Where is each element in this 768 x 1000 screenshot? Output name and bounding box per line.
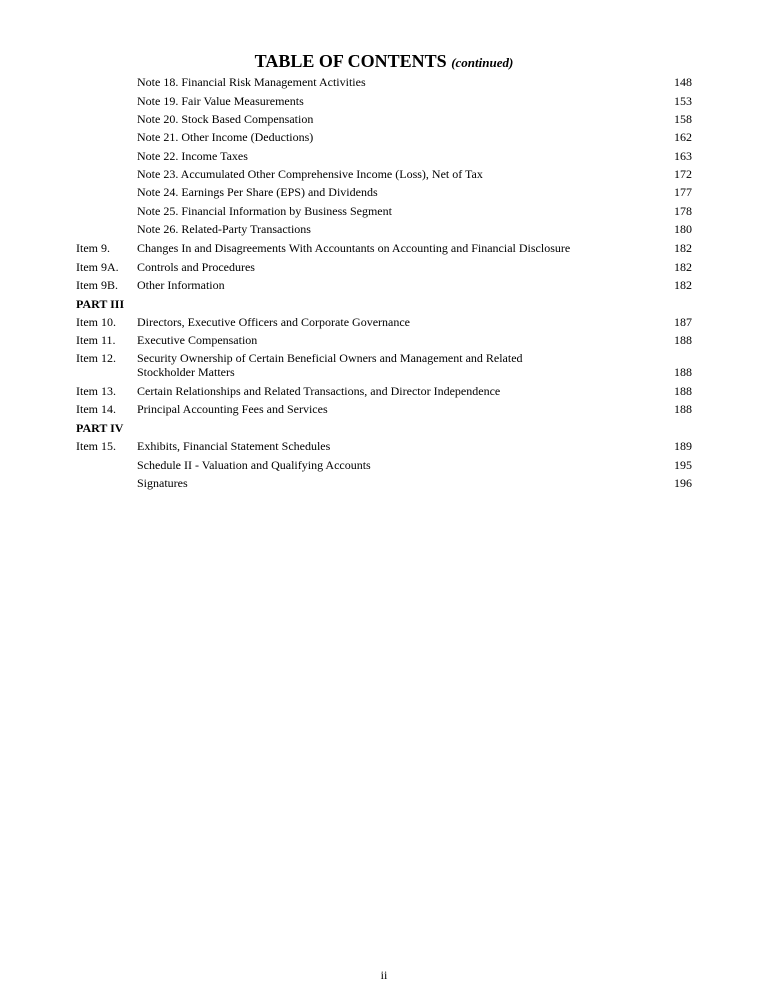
toc-entry-title: Schedule II - Valuation and Qualifying Accounts: [137, 458, 371, 472]
toc-page-number: 188: [674, 365, 692, 379]
toc-page-number: 182: [674, 278, 692, 292]
toc-item-number: Item 12.: [76, 351, 116, 365]
toc-entry-title-continued: Stockholder Matters: [137, 365, 235, 379]
toc-page-number: 187: [674, 315, 692, 329]
toc-entry-title: Note 25. Financial Information by Business Segment: [137, 204, 392, 218]
toc-page-number: 188: [674, 384, 692, 398]
page-footer-number: ii: [380, 968, 388, 982]
toc-entry-title: Security Ownership of Certain Beneficial Owners and Management and Related: [137, 351, 523, 365]
toc-entry-title: Principal Accounting Fees and Services: [137, 402, 328, 416]
toc-entry-title: Note 21. Other Income (Deductions): [137, 130, 314, 144]
toc-page-number: 189: [674, 439, 692, 453]
toc-entry-title: Note 24. Earnings Per Share (EPS) and Dividends: [137, 185, 378, 199]
toc-page-number: 158: [674, 112, 692, 126]
toc-page-number: 178: [674, 204, 692, 218]
toc-entry-title: Changes In and Disagreements With Accountants on Accounting and Financial Disclosure: [137, 241, 571, 255]
toc-entry-title: Note 19. Fair Value Measurements: [137, 94, 304, 108]
page-title: [0, 50, 768, 74]
toc-item-number: Item 13.: [76, 384, 116, 398]
toc-entry-title: Exhibits, Financial Statement Schedules: [137, 439, 331, 453]
toc-item-number: Item 14.: [76, 402, 116, 416]
toc-entry-title: Controls and Procedures: [137, 260, 255, 274]
toc-item-number: Item 9B.: [76, 278, 118, 292]
toc-entry-title: Note 22. Income Taxes: [137, 149, 248, 163]
toc-page-number: 163: [674, 149, 692, 163]
toc-page-number: 195: [674, 458, 692, 472]
toc-entry-title: Certain Relationships and Related Transactions, and Director Independence: [137, 384, 501, 398]
toc-page-number: 148: [674, 75, 692, 89]
title-text: TABLE OF CONTENTS: [254, 51, 447, 71]
toc-page-number: 180: [674, 222, 692, 236]
title-suffix: (continued): [451, 55, 514, 70]
toc-item-number: Item 10.: [76, 315, 116, 329]
toc-item-number: Item 9A.: [76, 260, 119, 274]
toc-entry-title: Note 23. Accumulated Other Comprehensive Income (Loss), Net of Tax: [137, 167, 483, 181]
toc-page-number: 188: [674, 333, 692, 347]
toc-item-number: Item 11.: [76, 333, 116, 347]
part-heading-label: PART IV: [76, 421, 124, 435]
toc-page-number: 182: [674, 260, 692, 274]
part-heading-label: PART III: [76, 297, 125, 311]
toc-item-number: Item 9.: [76, 241, 110, 255]
toc-entry-title: Note 20. Stock Based Compensation: [137, 112, 314, 126]
toc-page-number: 182: [674, 241, 692, 255]
toc-entry-title: Note 26. Related-Party Transactions: [137, 222, 311, 236]
toc-entry-title: Executive Compensation: [137, 333, 258, 347]
toc-page-number: 196: [674, 476, 692, 490]
toc-page-number: 188: [674, 402, 692, 416]
toc-entry-title: Signatures: [137, 476, 188, 490]
toc-page-number: 172: [674, 167, 692, 181]
toc-entry-title: Other Information: [137, 278, 225, 292]
toc-item-number: Item 15.: [76, 439, 116, 453]
toc-entry-title: Note 18. Financial Risk Management Activities: [137, 75, 366, 89]
toc-page-number: 177: [674, 185, 692, 199]
toc-page-number: 153: [674, 94, 692, 108]
toc-entry-title: Directors, Executive Officers and Corporate Governance: [137, 315, 410, 329]
toc-page-number: 162: [674, 130, 692, 144]
